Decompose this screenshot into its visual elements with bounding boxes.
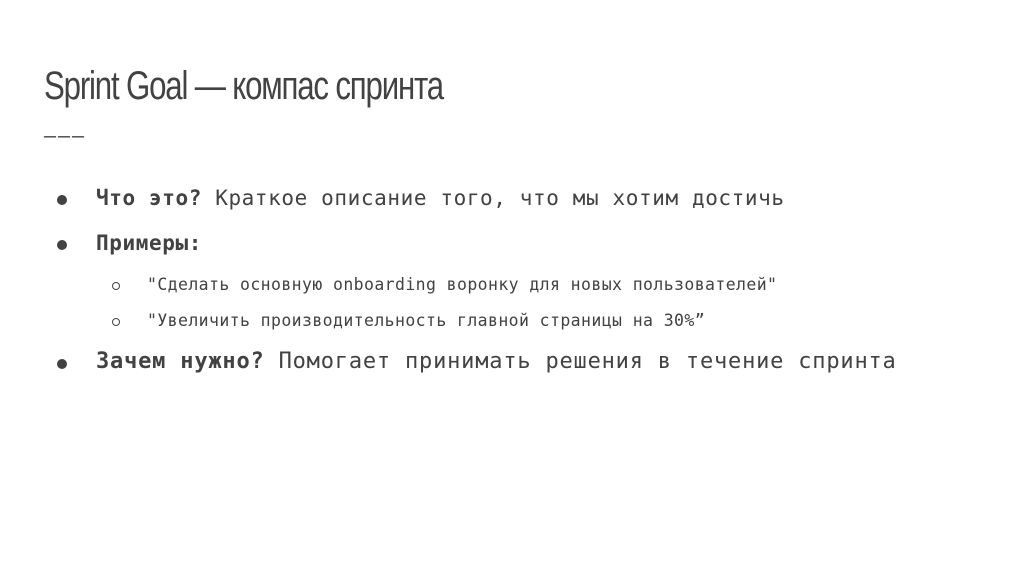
list-item-text: Помогает принимать решения в течение спринта (264, 349, 897, 374)
sub-list-item: "Сделать основную onboarding воронку для новых пользователей" (147, 275, 778, 294)
slide-title: Sprint Goal — компас спринта (44, 64, 443, 108)
list-item-label: Примеры: (96, 231, 202, 255)
list-item-examples (96, 231, 202, 255)
sub-bullet-circle (112, 282, 120, 290)
title-divider: ——— (44, 126, 87, 149)
list-item-what (96, 186, 785, 210)
bullet-dot (57, 359, 67, 369)
list-item-label: Зачем нужно? (96, 349, 265, 374)
list-item-text: Краткое описание того, что мы хотим достичь (201, 186, 785, 210)
bullet-dot (57, 195, 67, 205)
sub-list-item: "Увеличить производительность главной страницы на 30%” (147, 311, 706, 330)
list-item-label: Что это? (96, 186, 202, 210)
bullet-dot (57, 240, 67, 250)
sub-bullet-circle (112, 318, 120, 326)
list-item-why (96, 349, 897, 374)
